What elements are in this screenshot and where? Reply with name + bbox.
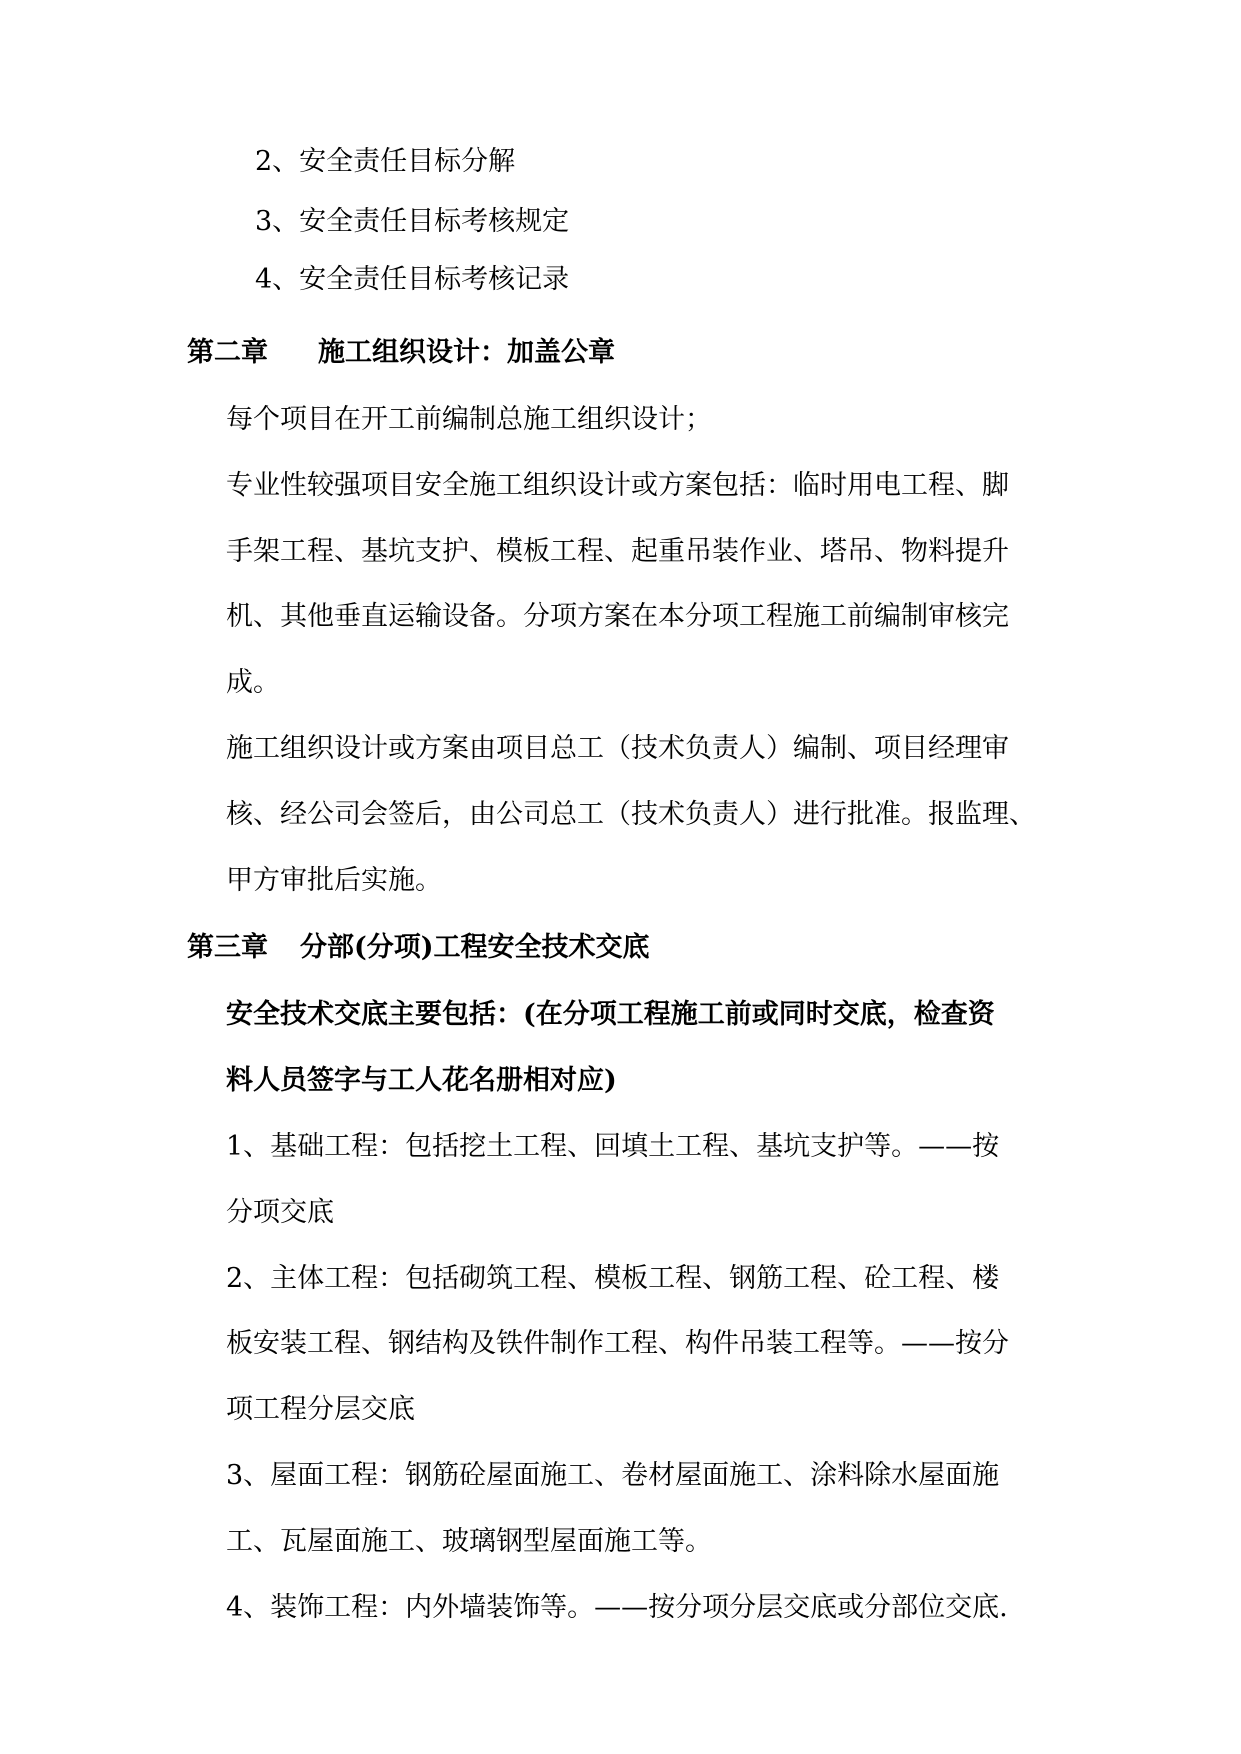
paragraph-line: 机、其他垂直运输设备。分项方案在本分项工程施工前编制审核完 bbox=[226, 601, 1009, 632]
paragraph-line: 专业性较强项目安全施工组织设计或方案包括：临时用电工程、脚 bbox=[226, 470, 1009, 501]
paragraph-line: 成。 bbox=[226, 667, 280, 698]
chapter-title: 施工组织设计：加盖公章 bbox=[318, 337, 615, 368]
chapter-number: 第二章 bbox=[187, 337, 268, 368]
paragraph-line: 1、基础工程：包括挖土工程、回填土工程、基坑支护等。——按 bbox=[226, 1131, 1000, 1162]
chapter-number: 第三章 bbox=[187, 932, 268, 963]
intro-line: 料人员签字与工人花名册相对应) bbox=[226, 1065, 617, 1096]
paragraph-line: 手架工程、基坑支护、模板工程、起重吊装作业、塔吊、物料提升 bbox=[226, 536, 1009, 567]
paragraph-line: 工、瓦屋面施工、玻璃钢型屋面施工等。 bbox=[226, 1526, 712, 1557]
paragraph-line: 施工组织设计或方案由项目总工（技术负责人）编制、项目经理审 bbox=[226, 733, 1009, 764]
paragraph-line: 3、屋面工程：钢筋砼屋面施工、卷材屋面施工、涂料除水屋面施 bbox=[226, 1460, 1000, 1491]
paragraph-line: 2、主体工程：包括砌筑工程、模板工程、钢筋工程、砼工程、楼 bbox=[226, 1263, 1000, 1294]
paragraph-line: 核、经公司会签后，由公司总工（技术负责人）进行批准。报监理、 bbox=[226, 799, 1036, 830]
paragraph-line: 分项交底 bbox=[226, 1197, 334, 1228]
paragraph-line: 甲方审批后实施。 bbox=[226, 865, 442, 896]
paragraph-line: 4、装饰工程：内外墙装饰等。——按分项分层交底或分部位交底. bbox=[226, 1592, 1008, 1623]
list-item: 4、安全责任目标考核记录 bbox=[255, 264, 570, 295]
list-item: 2、安全责任目标分解 bbox=[255, 146, 516, 177]
paragraph-line: 每个项目在开工前编制总施工组织设计； bbox=[226, 404, 712, 435]
paragraph-line: 板安装工程、钢结构及铁件制作工程、构件吊装工程等。——按分 bbox=[226, 1328, 1009, 1359]
list-item: 3、安全责任目标考核规定 bbox=[255, 206, 570, 237]
chapter-title: 分部(分项)工程安全技术交底 bbox=[300, 932, 650, 963]
paragraph-line: 项工程分层交底 bbox=[226, 1394, 415, 1425]
intro-line: 安全技术交底主要包括：(在分项工程施工前或同时交底，检查资 bbox=[226, 999, 995, 1030]
chapter-heading bbox=[187, 337, 615, 369]
chapter-heading bbox=[187, 932, 650, 964]
